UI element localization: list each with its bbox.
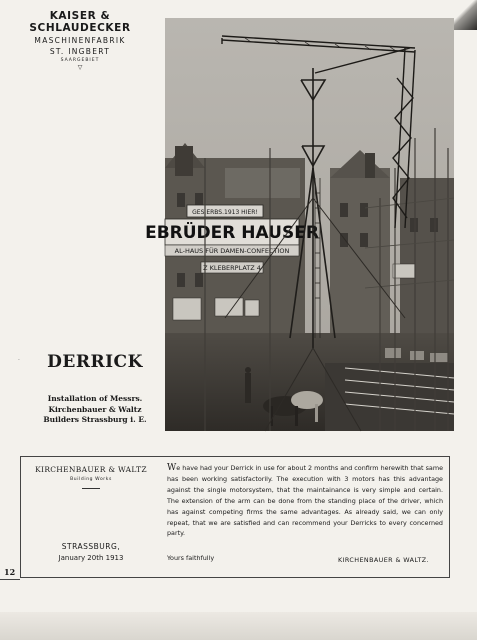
triangle-mark-icon: ▽ <box>77 64 83 71</box>
page-number-rule <box>0 579 20 580</box>
company-city: ST. INGBERT <box>49 47 111 56</box>
page-title: DERRICK <box>47 352 143 372</box>
company-header <box>0 10 160 71</box>
letter-closing: Yours faithfully <box>167 554 215 562</box>
page-number: 12 <box>4 567 16 577</box>
letterhead-subtitle: Building Works <box>70 477 112 482</box>
letter-date: January 20th 1913 <box>58 554 124 562</box>
installation-caption <box>20 394 170 426</box>
page-bottom-band <box>0 612 477 640</box>
sign-sub-text: AL-HAUS FÜR DAMEN-CONFECTION <box>174 247 290 255</box>
letter-body <box>167 463 443 539</box>
sign-address-text: Z KLEBERPLATZ 4 <box>203 264 261 272</box>
letterhead-divider <box>82 488 100 489</box>
caption-line-3: Builders Strassburg i. E. <box>43 415 147 424</box>
company-subtitle: MASCHINENFABRIK <box>34 36 126 45</box>
margin-mark-icon: · <box>18 357 20 364</box>
letter-initial: W <box>167 463 177 473</box>
testimonial-letter <box>20 456 450 578</box>
company-region: SAARGEBIET <box>60 58 100 63</box>
caption-line-1: Installation of Messrs. <box>47 394 143 403</box>
letterhead <box>21 465 161 489</box>
caption-line-2: Kirchenbauer & Waltz <box>48 404 142 414</box>
sign-top-text: GES.ERBS.1913 HIER! <box>192 209 258 216</box>
letter-signature: KIRCHENBAUER & WALTZ. <box>338 556 429 564</box>
letterhead-name: KIRCHENBAUER & WALTZ <box>35 465 147 474</box>
company-name: KAISER & SCHLAUDECKER <box>29 10 131 34</box>
letter-body-text: e have had your Derrick in use for about 2 months and confirm herewith that same has been working satisfactorily. The execution with 3 motors has this advantage against the single motorsystem, that the maintainance is very simple and certain. The extension of the arm can be done from the standing place of the driver, which has against competing firms the same advantages. As already said, we can only repeat, that we are satisfied and can recommend your Derricks to every concerned party. <box>167 464 443 538</box>
sign-main-text: EBRÜDER HAUSER <box>145 223 319 243</box>
derrick-photograph <box>145 18 454 431</box>
letter-city: STRASSBURG, <box>61 542 121 551</box>
